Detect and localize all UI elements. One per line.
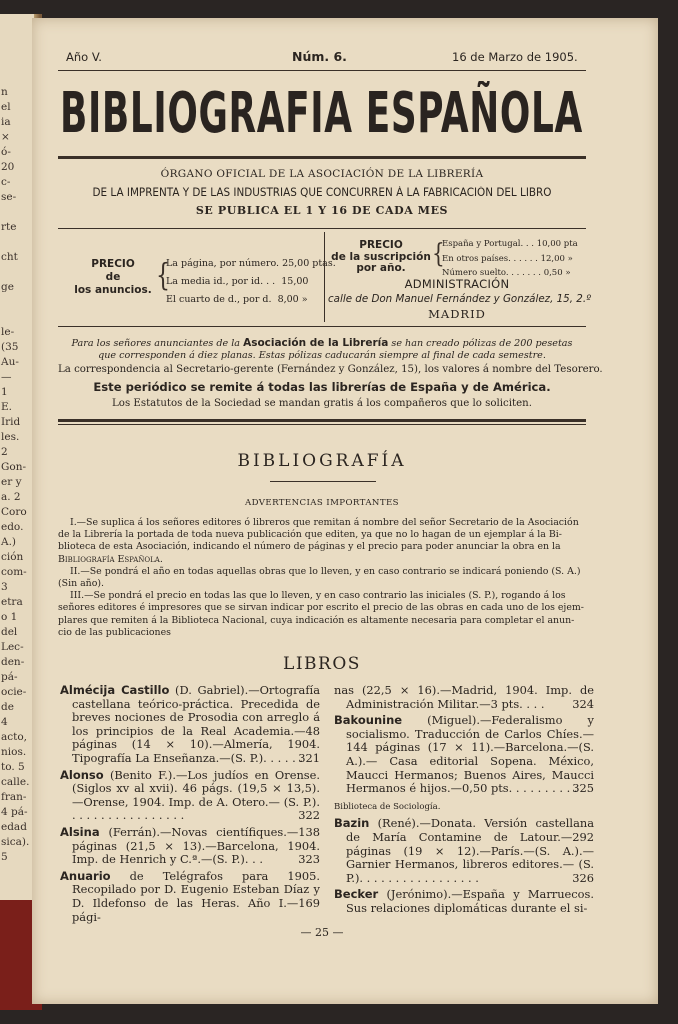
adjacent-page-fragment: E.: [1, 401, 13, 413]
header-rule: [58, 70, 586, 71]
prices-top-rule: [58, 228, 586, 229]
adjacent-page-fragment: les.: [1, 431, 20, 443]
adjacent-page-fragment: edad: [1, 821, 27, 833]
book-author: Anuario: [60, 868, 111, 883]
book-continuation: Biblioteca de Sociología.: [334, 801, 441, 812]
adjacent-page-fragment: 2: [1, 446, 8, 458]
ads-row: El cuarto de d., por d. 8,00 »: [166, 294, 308, 305]
prices-bottom-rule: [58, 326, 586, 327]
ads-row: La página, por número. 25,00 ptas.: [166, 258, 336, 269]
adjacent-page-fragment: Au-: [1, 356, 19, 368]
book-entry: [334, 684, 594, 711]
adjacent-page-fragment: 5: [1, 851, 8, 863]
entry-number: 323: [298, 852, 320, 867]
adjacent-page-fragment: (35: [1, 341, 19, 353]
adjacent-page-fragment: el: [1, 101, 11, 113]
adjacent-page-fragment: Irid: [1, 416, 21, 428]
advert-line: de la Librería la portada de toda nueva publicación que editen, ya que no lo hagan de un ejemplar á la Bi-: [58, 529, 562, 541]
adjacent-page-fragment: o 1: [1, 611, 18, 623]
administration-title: ADMINISTRACIÓN: [404, 277, 510, 291]
adjacent-page-fragment: 1: [1, 386, 8, 398]
administration-address: calle de Don Manuel Fernández y González, 15, 2.º: [328, 293, 591, 305]
advert-line: señores editores é impresores que se sirvan indicar por escrito el precio de las obras en cada uno de los ejem-: [58, 602, 584, 614]
subscription-label: [328, 240, 434, 275]
ads-brace: {: [156, 258, 170, 294]
entry-number: 322: [298, 808, 320, 823]
adjacent-page-fragment: etra: [1, 596, 23, 608]
entry-number: 326: [572, 870, 594, 885]
book-entry: [334, 714, 594, 796]
notice-line-2: que corresponden á diez planas. Estas pólizas caducarán siempre al final de cada semestre.: [98, 350, 546, 361]
book-author: Alsina: [60, 824, 100, 839]
adjacent-page-fragment: ia: [1, 116, 11, 128]
year-label: Año V.: [66, 50, 102, 64]
advert-line: blioteca de esta Asociación, indicando el número de páginas y el precio para poder anunciar la obra en la: [58, 541, 561, 553]
adjacent-page-fragment: ge: [1, 281, 14, 293]
subscription-brace: {: [432, 237, 445, 269]
adjacent-page-fragment: den-: [1, 656, 25, 668]
adjacent-page-fragment: to. 5: [1, 761, 25, 773]
book-entry: [334, 817, 594, 885]
subscription-label-1: PRECIO: [359, 239, 403, 251]
adjacent-page-fragment: edo.: [1, 521, 24, 533]
adjacent-page-fragment: acto,: [1, 731, 28, 743]
subtitle-line-3: SE PUBLICA EL 1 Y 16 DE CADA MES: [195, 204, 449, 217]
masthead-rule: [58, 156, 586, 159]
adjacent-page-fragment: ción: [1, 551, 24, 563]
adjacent-page-fragment: Coro: [1, 506, 27, 518]
sub-row: Número suelto. . . . . . . 0,50 »: [442, 268, 571, 278]
adjacent-page-fragment: n: [1, 86, 8, 98]
book-description: de Telégrafos para 1905. Recopilado por D. Eugenio Esteban Díaz y D. Ildefonso de las Heras. Año I.—169 pági-: [72, 868, 320, 924]
notice-line-1: Para los señores anunciantes de la Asociación de la Librería se han creado pólizas de 200 pesetas: [71, 337, 573, 349]
subtitle-line-1: ÓRGANO OFICIAL DE LA ASOCIACIÓN DE LA LIBRERÍA: [160, 168, 484, 180]
subscription-label-2: de la suscripción: [331, 250, 431, 263]
adjacent-page-fragment: a. 2: [1, 491, 21, 503]
adjacent-page-fragment: ó-: [1, 146, 11, 158]
adjacent-page-fragment: calle.: [1, 776, 30, 788]
adjacent-page-fragment: 4: [1, 716, 8, 728]
adjacent-page-fragment: c-: [1, 176, 11, 188]
issue-date: 16 de Marzo de 1905.: [452, 50, 578, 64]
adjacent-page-fragment: ×: [1, 131, 10, 143]
book-entry: [60, 826, 320, 867]
adjacent-page-fragment: rte: [1, 221, 17, 233]
prices-divider: [324, 232, 325, 322]
masthead-title: BIBLIOGRAFIA ESPAÑOLA: [60, 81, 583, 146]
adjacent-page-fragment: Lec-: [1, 641, 24, 653]
notice-rule: [58, 419, 586, 422]
book-author: Alonso: [60, 767, 104, 782]
entry-number: 321: [298, 750, 320, 765]
advert-line: Bibliografía Española.: [58, 553, 163, 565]
sub-row: En otros países. . . . . . 12,00 »: [442, 253, 573, 264]
adjacent-page-fragment: ocie-: [1, 686, 27, 698]
adjacent-page-fragment: 4 pá-: [1, 806, 28, 818]
ads-price-label-3: los anuncios.: [74, 284, 152, 296]
adjacent-page-fragment: de: [1, 701, 14, 713]
sub-row: España y Portugal. . . 10,00 pta: [442, 239, 578, 249]
ads-price-table: [166, 255, 336, 309]
advertencias-text: [58, 517, 594, 639]
libros-title: LIBROS: [283, 654, 361, 674]
page-number: — 25 —: [300, 926, 344, 939]
ads-price-label-1: PRECIO: [91, 258, 135, 270]
adjacent-page-fragment: fran-: [1, 791, 27, 803]
adjacent-page-fragment: sica).: [1, 836, 30, 848]
book-description: (Miguel).—Federalismo y socialismo. Traducción de Carlos Chíes.—144 páginas (17 × 11).—Barcelona.—(S. A.).— Casa editorial Sopena. México, Maucci Hermanos; Buenos Aires, Maucci Hermanos é hijos.—0,50 pts. . . . . . . . . .: [346, 713, 594, 796]
advert-line: (Sin año).: [58, 578, 105, 590]
book-description: (Jerónimo).—España y Marruecos. Sus relaciones diplomáticas durante el si-: [346, 887, 595, 915]
ads-row: La media id., por id. . . 15,00: [166, 276, 309, 287]
adjacent-page-fragment: er y: [1, 476, 22, 488]
adjacent-page-fragment: nios.: [1, 746, 27, 758]
issue-number: Núm. 6.: [292, 49, 347, 64]
subtitle-line-2: DE LA IMPRENTA Y DE LAS INDUSTRIAS QUE CONCURREN Á LA FABRICACIÓN DEL LIBRO: [92, 186, 552, 199]
adjacent-page-fragment: A.): [1, 536, 17, 548]
advert-title: ADVERTENCIAS IMPORTANTES: [245, 498, 399, 508]
section-title-underline: [270, 481, 376, 482]
ads-price-label: [68, 258, 158, 297]
book-continuation: nas (22,5 × 16).—Madrid, 1904. Imp. de Administración Militar.—3 pts. . . .: [334, 683, 594, 711]
advert-line: plares que remiten á la Biblioteca Nacional, cuya indicación es altamente necesaria para completar el anun-: [58, 614, 575, 626]
notice-rule-2: [58, 424, 586, 425]
book-entry: [60, 684, 320, 766]
advert-line: III.—Se pondrá el precio en todas las que lo lleven, y en caso contrario las iniciales (S. P.), rogando á los: [70, 590, 566, 602]
book-description: (Benito F.).—Los judíos en Orense. (Siglos xv al xvii). 46 págs. (19,5 × 13,5). —Orense, 1904. Imp. de A. Otero.— (S. P.). . . . . . . . . . . . . . . . .: [72, 767, 320, 823]
advert-line: II.—Se pondrá el año en todas aquellas obras que lo lleven, y en caso contrario se indicará poniendo (S. A.): [70, 565, 581, 577]
book-author: Becker: [334, 887, 379, 902]
book-author: Bakounine: [334, 713, 403, 728]
book-entry: [334, 799, 594, 815]
adjacent-page-fragment: cht: [1, 251, 18, 263]
advert-line: I.—Se suplica á los señores editores ó libreros que remitan á nombre del señor Secretario de la Asociación: [70, 517, 579, 528]
book-entry: [60, 769, 320, 823]
adjacent-page-fragment: 3: [1, 581, 8, 593]
book-entry: [334, 888, 594, 915]
adjacent-page-fragment: del: [1, 626, 18, 638]
adjacent-page-fragment: com-: [1, 566, 27, 578]
book-description: (Ferrán).—Novas científiques.—138 páginas (21,5 × 13).—Barcelona, 1904. Imp. de Henrich y C.ª.—(S. P.). . .: [72, 824, 321, 867]
advert-line: cio de las publicaciones: [58, 626, 171, 638]
book-description: (René).—Donata. Versión castellana de María Contamine de Latour.—292 páginas (19 × 12).—París.—(S. A.).— Garnier Hermanos, libreros editores.— (S. P.). . . . . . . . . . . . . . . . .: [346, 816, 594, 885]
adjacent-page-fragment: le-: [1, 326, 15, 338]
notice-line-3: La correspondencia al Secretario-gerente (Fernández y González, 15), los valores á nombre del Tesorero.: [58, 364, 603, 375]
adjacent-page-fragment: pá-: [1, 671, 18, 683]
administration-city: MADRID: [428, 307, 486, 321]
section-title: BIBLIOGRAFÍA: [237, 451, 407, 471]
book-author: Almécija Castillo: [60, 683, 170, 697]
adjacent-page-fragment: se-: [1, 191, 17, 203]
entry-number: 325: [572, 781, 594, 796]
subscription-table: [442, 237, 578, 281]
entry-number: 324: [572, 696, 594, 711]
notice-line-4: Este periódico se remite á todas las librerías de España y de América.: [93, 380, 551, 394]
subscription-label-3: por año.: [356, 262, 406, 274]
adjacent-page-fragment: —: [1, 371, 12, 383]
book-author: Bazin: [334, 816, 370, 831]
adjacent-page-fragment: 20: [1, 161, 15, 173]
newspaper-page: [32, 18, 658, 1004]
ads-price-label-2: de: [105, 271, 121, 283]
book-description: (D. Gabriel).—Ortografía castellana teórico-práctica. Precedida de breves nociones de Prosodia con arreglo á los principios de la Real Academia.—48 páginas (14 × 10).—Almería, 1904. Tipografía La Enseñanza.—(S. P.). . . . . .: [72, 683, 320, 765]
notice-line-5: Los Estatutos de la Sociedad se mandan gratis á los compañeros que lo soliciten.: [112, 398, 532, 409]
adjacent-page-fragment: Gon-: [1, 461, 27, 473]
book-entry: [60, 870, 320, 924]
